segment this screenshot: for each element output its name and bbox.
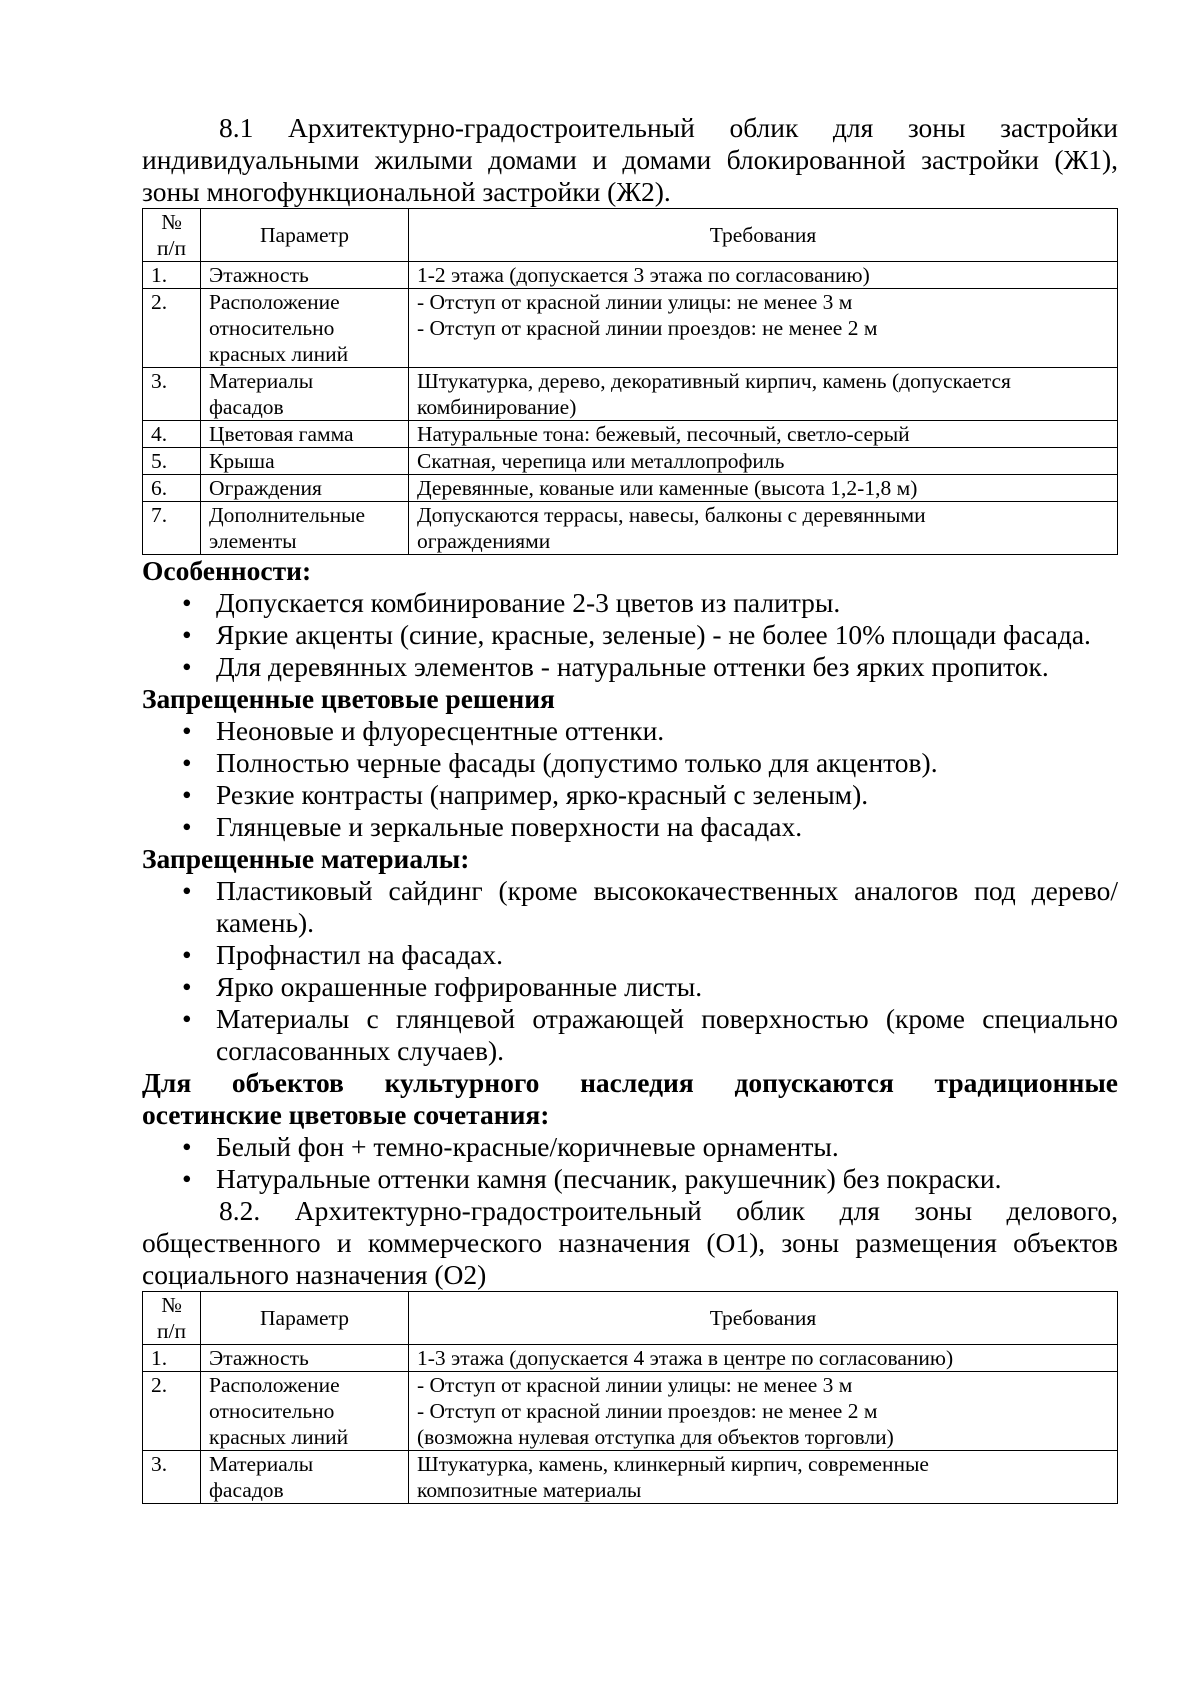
- row-req-line: комбинирование): [417, 395, 577, 419]
- forbidden-materials-heading: Запрещенные материалы:: [142, 843, 470, 874]
- header-num-line2: п/п: [157, 1319, 186, 1343]
- list-item: [142, 1131, 1118, 1163]
- row-req: [409, 1451, 1118, 1504]
- row-num: 2.: [143, 1372, 201, 1451]
- row-param: [201, 1345, 409, 1372]
- bullet-icon: •: [182, 1131, 192, 1162]
- row-req-line: ограждениями: [417, 529, 551, 553]
- bullet-icon: •: [182, 587, 192, 618]
- row-param-line: относительно: [209, 316, 335, 340]
- row-param-line: Крыша: [209, 449, 275, 473]
- row-req: [409, 262, 1118, 289]
- row-req-line: - Отступ от красной линии улицы: не менее 3 м: [417, 1373, 853, 1397]
- table-row: [143, 475, 1118, 502]
- list-item-text: Яркие акценты (синие, красные, зеленые) - не более 10% площади фасада.: [216, 619, 1091, 650]
- row-param-line: Цветовая гамма: [209, 422, 354, 446]
- list-item-text: Белый фон + темно-красные/коричневые орнаменты.: [216, 1131, 839, 1162]
- section1-intro-line1: 8.1 Архитектурно-градостроительный облик для зоны застройки: [219, 112, 1118, 143]
- table-row: [143, 289, 1118, 368]
- row-req-line: Штукатурка, дерево, декоративный кирпич, камень (допускается: [417, 369, 1011, 393]
- section1-intro-line3: зоны многофункциональной застройки (Ж2).: [142, 176, 671, 207]
- table-header-row: [143, 1292, 1118, 1345]
- forbidden-colors-heading: Запрещенные цветовые решения: [142, 683, 555, 714]
- row-req-line: композитные материалы: [417, 1478, 642, 1502]
- table-row: [143, 262, 1118, 289]
- bullet-icon: •: [182, 619, 192, 650]
- bullet-icon: •: [182, 779, 192, 810]
- row-param-line: фасадов: [209, 395, 284, 419]
- row-req: [409, 448, 1118, 475]
- row-param: [201, 368, 409, 421]
- section2-table: [142, 1291, 1118, 1504]
- row-param-line: Расположение: [209, 290, 340, 314]
- section2-intro-line3: социального назначения (О2): [142, 1259, 487, 1290]
- row-req-line: Штукатурка, камень, клинкерный кирпич, современные: [417, 1452, 929, 1476]
- section1-table: [142, 208, 1118, 555]
- row-req-line: - Отступ от красной линии проездов: не менее 2 м: [417, 316, 878, 340]
- features-heading: Особенности:: [142, 555, 312, 586]
- section1-intro-line2: индивидуальными жилыми домами и домами блокированной застройки (Ж1),: [142, 144, 1118, 175]
- row-param: [201, 448, 409, 475]
- list-item-text: Допускается комбинирование 2-3 цветов из палитры.: [216, 587, 841, 618]
- list-item: [142, 971, 1118, 1003]
- bullet-icon: •: [182, 651, 192, 682]
- list-item: [142, 651, 1118, 683]
- list-item: [142, 875, 1118, 939]
- row-num: 1.: [143, 1345, 201, 1372]
- row-req-line: 1-2 этажа (допускается 3 этажа по согласованию): [417, 263, 870, 287]
- list-item: [142, 779, 1118, 811]
- list-item: [142, 587, 1118, 619]
- header-req: Требования: [409, 209, 1118, 262]
- table-header-row: [143, 209, 1118, 262]
- header-num-line1: №: [161, 210, 182, 234]
- row-num: 3.: [143, 368, 201, 421]
- list-item-text: Пластиковый сайдинг (кроме высококачественных аналогов под дерево/камень).: [216, 875, 1118, 938]
- row-param-line: относительно: [209, 1399, 335, 1423]
- row-param-line: Ограждения: [209, 476, 322, 500]
- table-row: [143, 1345, 1118, 1372]
- row-param-line: Расположение: [209, 1373, 340, 1397]
- row-param: [201, 421, 409, 448]
- row-param: [201, 475, 409, 502]
- row-num: 5.: [143, 448, 201, 475]
- bullet-icon: •: [182, 971, 192, 1002]
- heritage-heading-line2: осетинские цветовые сочетания:: [142, 1099, 550, 1130]
- bullet-icon: •: [182, 811, 192, 842]
- header-req: Требования: [409, 1292, 1118, 1345]
- row-num: 2.: [143, 289, 201, 368]
- bullet-icon: •: [182, 875, 192, 906]
- list-item: [142, 747, 1118, 779]
- list-item: [142, 619, 1118, 651]
- bullet-icon: •: [182, 1003, 192, 1034]
- row-param: [201, 1372, 409, 1451]
- row-req-line: Скатная, черепица или металлопрофиль: [417, 449, 785, 473]
- table-row: [143, 502, 1118, 555]
- features-list: [142, 587, 1118, 683]
- row-param: [201, 289, 409, 368]
- row-param-line: красных линий: [209, 1425, 349, 1449]
- row-param-line: Этажность: [209, 1346, 309, 1370]
- list-item: [142, 811, 1118, 843]
- header-num: [143, 1292, 201, 1345]
- row-req-line: Деревянные, кованые или каменные (высота 1,2-1,8 м): [417, 476, 918, 500]
- row-req-line: - Отступ от красной линии проездов: не менее 2 м: [417, 1399, 878, 1423]
- row-num: 1.: [143, 262, 201, 289]
- row-req-line: 1-3 этажа (допускается 4 этажа в центре по согласованию): [417, 1346, 954, 1370]
- bullet-icon: •: [182, 715, 192, 746]
- row-req: [409, 289, 1118, 368]
- row-req: [409, 421, 1118, 448]
- row-param-line: Материалы: [209, 369, 314, 393]
- table-row: [143, 368, 1118, 421]
- list-item-text: Профнастил на фасадах.: [216, 939, 504, 970]
- header-param: Параметр: [201, 1292, 409, 1345]
- row-req: [409, 368, 1118, 421]
- list-item-text: Глянцевые и зеркальные поверхности на фасадах.: [216, 811, 803, 842]
- row-num: 7.: [143, 502, 201, 555]
- row-req-line: - Отступ от красной линии улицы: не менее 3 м: [417, 290, 853, 314]
- list-item: [142, 1003, 1118, 1067]
- list-item: [142, 715, 1118, 747]
- list-item-text: Неоновые и флуоресцентные оттенки.: [216, 715, 665, 746]
- row-param: [201, 262, 409, 289]
- header-num-line2: п/п: [157, 236, 186, 260]
- bullet-icon: •: [182, 1163, 192, 1194]
- row-param: [201, 1451, 409, 1504]
- table-row: [143, 421, 1118, 448]
- list-item-text: Для деревянных элементов - натуральные оттенки без ярких пропиток.: [216, 651, 1049, 682]
- row-req-line: (возможна нулевая отступка для объектов торговли): [417, 1425, 894, 1449]
- bullet-icon: •: [182, 939, 192, 970]
- row-param-line: фасадов: [209, 1478, 284, 1502]
- row-param-line: элементы: [209, 529, 297, 553]
- forbidden-materials-list: [142, 875, 1118, 1067]
- section2-intro-line1: 8.2. Архитектурно-градостроительный облик для зоны делового,: [219, 1195, 1118, 1226]
- row-param-line: Материалы: [209, 1452, 314, 1476]
- list-item: [142, 1163, 1118, 1195]
- row-num: 3.: [143, 1451, 201, 1504]
- table-row: [143, 1372, 1118, 1451]
- forbidden-colors-list: [142, 715, 1118, 843]
- row-req: [409, 502, 1118, 555]
- list-item-text: Полностью черные фасады (допустимо только для акцентов).: [216, 747, 938, 778]
- section2-intro-line2: общественного и коммерческого назначения (О1), зоны размещения объектов: [142, 1227, 1118, 1258]
- list-item-text: Ярко окрашенные гофрированные листы.: [216, 971, 703, 1002]
- list-item-text: Натуральные оттенки камня (песчаник, ракушечник) без покраски.: [216, 1163, 1002, 1194]
- heritage-list: [142, 1131, 1118, 1195]
- header-param: Параметр: [201, 209, 409, 262]
- header-num-line1: №: [161, 1293, 182, 1317]
- heritage-heading-line1: Для объектов культурного наследия допускаются традиционные: [142, 1067, 1118, 1098]
- table-row: [143, 1451, 1118, 1504]
- bullet-icon: •: [182, 747, 192, 778]
- row-param-line: красных линий: [209, 342, 349, 366]
- header-num: [143, 209, 201, 262]
- list-item-text: Материалы с глянцевой отражающей поверхностью (кроме специально согласованных случаев).: [216, 1003, 1118, 1066]
- row-req: [409, 1345, 1118, 1372]
- list-item: [142, 939, 1118, 971]
- row-req-line: Натуральные тона: бежевый, песочный, светло-серый: [417, 422, 910, 446]
- row-param-line: Этажность: [209, 263, 309, 287]
- row-param-line: Дополнительные: [209, 503, 366, 527]
- document-page: [142, 112, 1118, 1504]
- row-num: 6.: [143, 475, 201, 502]
- row-num: 4.: [143, 421, 201, 448]
- table-row: [143, 448, 1118, 475]
- row-param: [201, 502, 409, 555]
- row-req: [409, 475, 1118, 502]
- row-req-line: Допускаются террасы, навесы, балконы с деревянными: [417, 503, 926, 527]
- row-req: [409, 1372, 1118, 1451]
- list-item-text: Резкие контрасты (например, ярко-красный с зеленым).: [216, 779, 869, 810]
